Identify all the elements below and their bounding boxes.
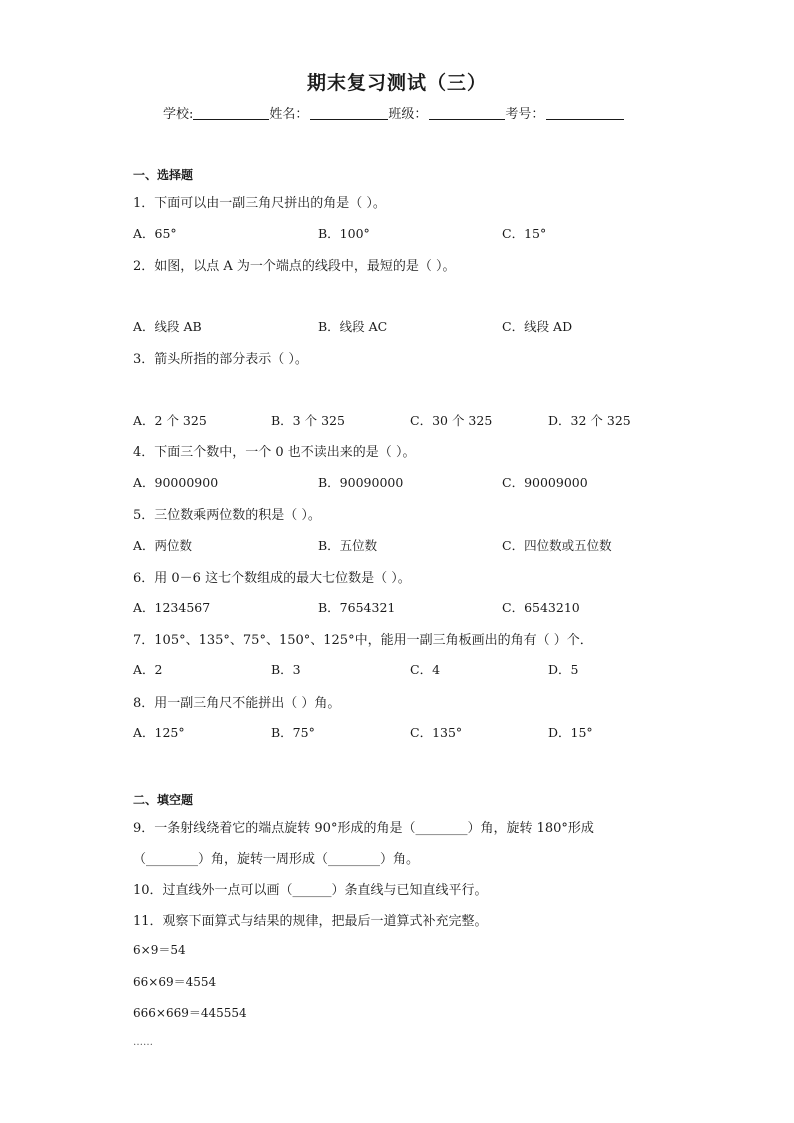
question-11: 11．观察下面算式与结果的规律，把最后一道算式补充完整。 bbox=[133, 914, 488, 929]
option-a[interactable]: A．2 bbox=[133, 662, 163, 677]
question-stem: 4．下面三个数中，一个 0 也不读出来的是（ ）。 bbox=[133, 445, 416, 460]
option-b[interactable]: B．7654321 bbox=[318, 600, 396, 615]
option-b[interactable]: B．3 bbox=[271, 662, 301, 677]
equation-2: 66×69＝4554 bbox=[133, 975, 217, 989]
question-stem: 3．箭头所指的部分表示（ ）。 bbox=[133, 352, 308, 367]
option-c[interactable]: C．四位数或五位数 bbox=[502, 538, 612, 553]
question-9-line-2: （________）角，旋转一周形成（________）角。 bbox=[133, 852, 420, 867]
option-a[interactable]: A．两位数 bbox=[133, 538, 193, 553]
student-info-line bbox=[163, 103, 624, 122]
option-a[interactable]: A．90000900 bbox=[133, 475, 219, 490]
page-title: 期末复习测试（三） bbox=[306, 72, 487, 94]
name-blank[interactable] bbox=[310, 105, 388, 120]
option-c[interactable]: C．135° bbox=[410, 725, 463, 740]
option-d[interactable]: D．5 bbox=[548, 662, 579, 677]
question-stem: 2．如图，以点 A 为一个端点的线段中，最短的是（ ）。 bbox=[133, 259, 456, 274]
school-blank[interactable] bbox=[193, 105, 269, 120]
option-b[interactable]: B．五位数 bbox=[318, 538, 378, 553]
option-c[interactable]: C．6543210 bbox=[502, 600, 580, 615]
option-a[interactable]: A．2 个 325 bbox=[133, 413, 207, 428]
question-stem: 5．三位数乘两位数的积是（ ）。 bbox=[133, 508, 321, 523]
option-c[interactable]: C．线段 AD bbox=[502, 319, 573, 334]
question-stem: 1．下面可以由一副三角尺拼出的角是（ ）。 bbox=[133, 196, 386, 211]
school-label: 学校: bbox=[163, 107, 194, 122]
name-label: 姓名： bbox=[269, 107, 309, 122]
option-c[interactable]: C．4 bbox=[410, 662, 441, 677]
option-b[interactable]: B．75° bbox=[271, 725, 315, 740]
ellipsis: …… bbox=[133, 1037, 153, 1048]
class-label: 班级： bbox=[388, 107, 428, 122]
question-10: 10．过直线外一点可以画（______）条直线与已知直线平行。 bbox=[133, 883, 488, 898]
option-a[interactable]: A．线段 AB bbox=[133, 319, 202, 334]
option-b[interactable]: B．3 个 325 bbox=[271, 413, 345, 428]
class-blank[interactable] bbox=[429, 105, 505, 120]
question-9-line-1: 9．一条射线绕着它的端点旋转 90°形成的角是（________）角，旋转 180°形成 bbox=[133, 821, 594, 836]
id-blank[interactable] bbox=[546, 105, 624, 120]
option-d[interactable]: D．32 个 325 bbox=[548, 413, 631, 428]
option-b[interactable]: B．90090000 bbox=[318, 475, 404, 490]
question-stem: 8．用一副三角尺不能拼出（ ）角。 bbox=[133, 696, 341, 711]
equation-3: 666×669＝445554 bbox=[133, 1006, 247, 1020]
option-b[interactable]: B．线段 AC bbox=[318, 319, 388, 334]
option-c[interactable]: C．15° bbox=[502, 226, 547, 241]
equation-1: 6×9＝54 bbox=[133, 943, 186, 957]
option-a[interactable]: A．125° bbox=[133, 725, 185, 740]
option-c[interactable]: C．90009000 bbox=[502, 475, 588, 490]
option-a[interactable]: A．1234567 bbox=[133, 600, 211, 615]
option-c[interactable]: C．30 个 325 bbox=[410, 413, 493, 428]
section-title-choice: 一、选择题 bbox=[133, 168, 194, 182]
option-b[interactable]: B．100° bbox=[318, 226, 370, 241]
question-stem: 7．105°、135°、75°、150°、125°中，能用一副三角板画出的角有（ ）个． bbox=[133, 633, 593, 648]
option-d[interactable]: D．15° bbox=[548, 725, 593, 740]
option-a[interactable]: A．65° bbox=[133, 226, 177, 241]
question-stem: 6．用 0－6 这七个数组成的最大七位数是（ ）。 bbox=[133, 571, 411, 586]
id-label: 考号： bbox=[505, 107, 545, 122]
section-title-fill: 二、填空题 bbox=[133, 793, 194, 807]
